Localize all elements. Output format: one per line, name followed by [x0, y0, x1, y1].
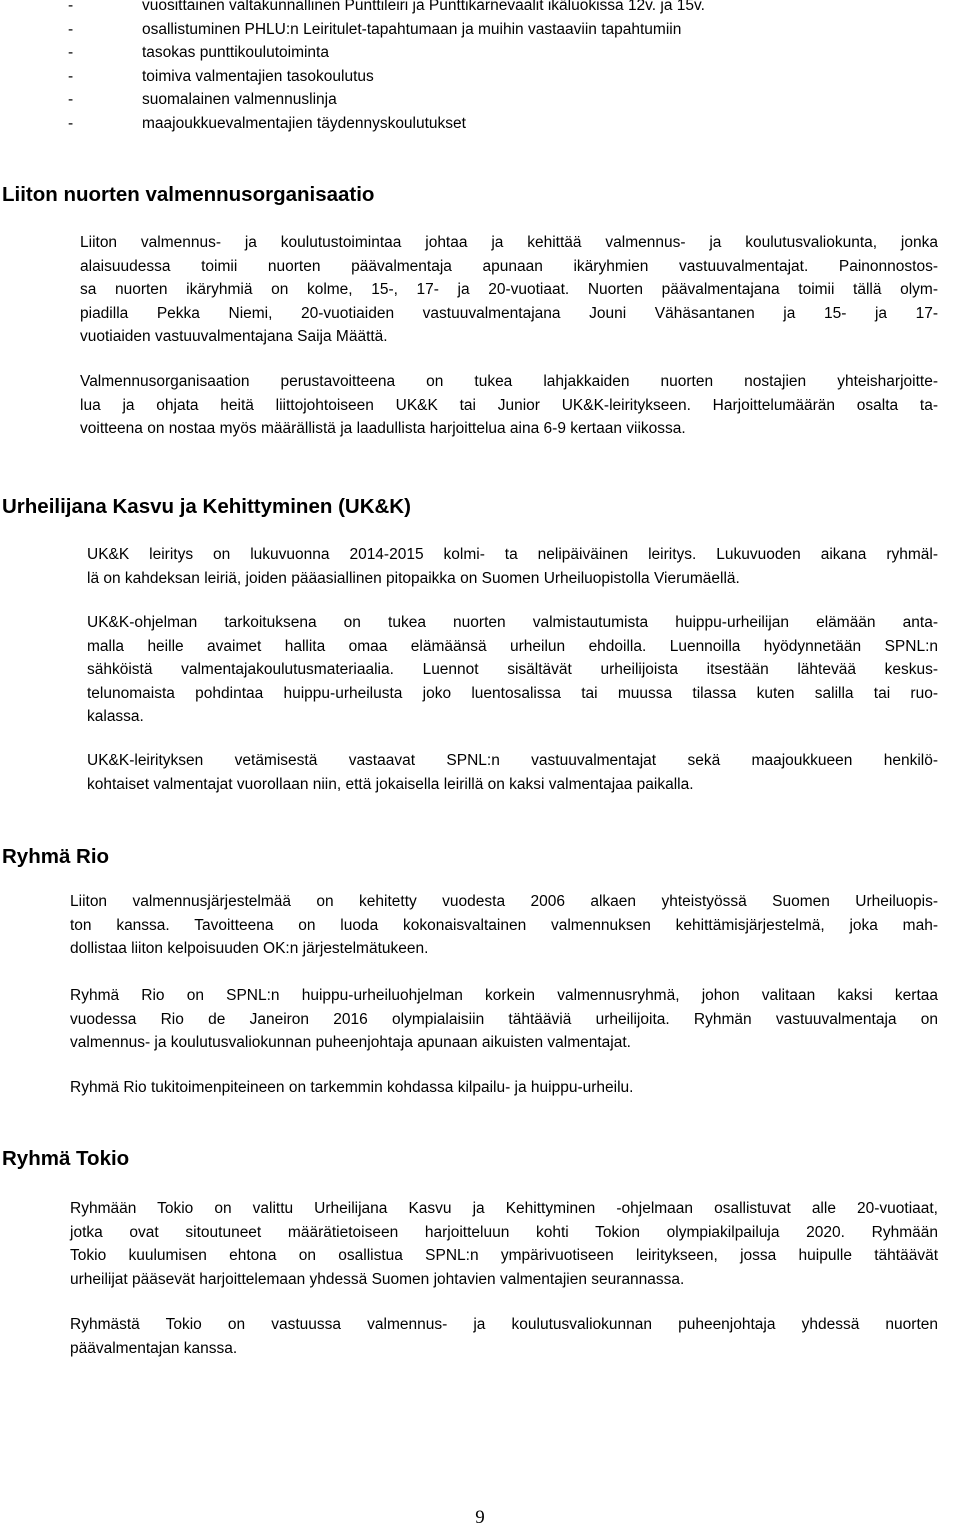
list-item: - tasokas punttikoulutoiminta — [68, 44, 329, 62]
list-item-text: vuosittainen valtakunnallinen Punttileiri ja Punttikarnevaalit ikäluokissa 12v. ja 15v. — [142, 0, 705, 14]
list-item-text: maajoukkuevalmentajien täydennyskoulutukset — [142, 114, 466, 132]
paragraph-rio-system: Liiton valmennusjärjestelmää on kehitetty vuodesta 2006 alkaen yhteistyössä Suomen Urheiluopis- ton kanssa. Tavoitteena on luoda kokonaisvaltainen valmennuksen kehittämisjärjestelmä, joka mah- dollistaa liiton kelpoisuuden OK:n järjestelmätukeen. — [70, 893, 938, 958]
paragraph-tokio-responsibility: Ryhmästä Tokio on vastuussa valmennus- ja koulutusvaliokunnan puheenjohtaja yhdessä nuorten päävalmentajan kanssa. — [70, 1316, 938, 1357]
list-item: - vuosittainen valtakunnallinen Punttileiri ja Punttikarnevaalit ikäluokissa 12v. ja 15v. — [68, 0, 948, 18]
paragraph-organisation: Liiton valmennus- ja koulutustoimintaa johtaa ja kehittää valmennus- ja koulutusvaliokunta, jonka alaisuudessa toimii nuorten päävalmentaja apunaan ikäryhmien vastuuvalmentajat. Painonnostos- sa nuorten ikäryhmiä on kolme, 15-, 17- ja 20-vuotiaat. Nuorten päävalmentajana toimii tällä olym- piadilla Pekka Niemi, 20-vuotiaiden vastuuvalmentajana Jouni Vähäsantanen ja 15- ja 17- vuotiaiden vastuuvalmentajana Saija Määttä. — [80, 234, 938, 346]
section-heading-rio: Ryhmä Rio — [2, 845, 110, 868]
list-item-text: osallistuminen PHLU:n Leiritulet-tapahtumaan ja muihin vastaaviin tapahtumiin — [142, 20, 682, 38]
paragraph-rio-group: Ryhmä Rio on SPNL:n huippu-urheiluohjelman korkein valmennusryhmä, johon valitaan kaksi kertaa vuodessa Rio de Janeiron 2016 olympialaisiin tähtääviä urheilijoita. Ryhmän vastuuvalmentaja on valmennus- ja koulutusvaliokunnan puheenjohtaja apunaan aikuisten valmentajat. — [70, 987, 938, 1052]
activity-list — [68, 0, 948, 136]
paragraph-ukk-program: UK&K-ohjelman tarkoituksena on tukea nuorten valmistautumista huippu-urheilijan elämään anta- malla heille avaimet hallita omaa elämäänsä urheilun ehdoilla. Luennoilla hyödynnetään SPNL:n sähköistä valmentajakoulutusmateriaalia. Luennot sisältävät urheilijoista itsestään lähtevää keskus- telunomaista pohdintaa huippu-urheilusta joko luentosalissa tai muussa tilassa kuten salilla tai ruo- kalassa. — [87, 614, 938, 726]
page-number: 9 — [475, 1507, 485, 1528]
section-heading-tokio: Ryhmä Tokio — [2, 1147, 130, 1170]
paragraph-tokio-group: Ryhmään Tokio on valittu Urheilijana Kasvu ja Kehittyminen -ohjelmaan osallistuvat alle 20-vuotiaat, jotka ovat sitoutuneet määrätietoiseen harjoitteluun kohti Tokion olympiakilpailuja 2020. Ryhmään Tokio kuulumisen ehtona on osallistua SPNL:n ympärivuotiseen leiritykseen, jossa huipulle tähtäävät urheilijat pääsevät harjoittelemaan yhdessä Suomen johtavien valmentajien seurannassa. — [70, 1200, 938, 1288]
list-item: - suomalainen valmennuslinja — [68, 91, 337, 109]
paragraph-goals: Valmennusorganisaation perustavoitteena on tukea lahjakkaiden nuorten nostajien yhteisharjoitte- lua ja ohjata heitä liittojohtoiseen UK&K tai Junior UK&K-leiritykseen. Harjoittelumäärän osalta ta- voitteena on nostaa myös määrällistä ja laadullista harjoittelua aina 6-9 kertaan viikossa. — [80, 373, 938, 438]
list-item-text: tasokas punttikoulutoiminta — [142, 44, 329, 62]
list-item-text: suomalainen valmennuslinja — [142, 91, 337, 109]
section-heading-valmennusorganisaatio: Liiton nuorten valmennusorganisaatio — [2, 183, 375, 206]
list-item-text: toimiva valmentajien tasokoulutus — [142, 67, 374, 85]
section-heading-ukk: Urheilijana Kasvu ja Kehittyminen (UK&K) — [2, 495, 411, 518]
list-item: - maajoukkuevalmentajien täydennyskoulutukset — [68, 114, 466, 132]
paragraph-rio-support: Ryhmä Rio tukitoimenpiteineen on tarkemmin kohdassa kilpailu- ja huippu-urheilu. — [70, 1079, 634, 1096]
paragraph-ukk-camps: UK&K leiritys on lukuvuonna 2014-2015 kolmi- ta nelipäiväinen leiritys. Lukuvuoden aikana ryhmäl- lä on kahdeksan leiriä, joiden pääasiallinen pitopaikka on Suomen Urheiluopistolla Vierumäellä. — [87, 546, 938, 587]
paragraph-ukk-coaches: UK&K-leirityksen vetämisestä vastaavat SPNL:n vastuuvalmentajat sekä maajoukkueen henkilö- kohtaiset valmentajat vuorollaan niin, että jokaisella leirillä on kaksi valmentajaa paikalla. — [87, 752, 938, 793]
list-item: - osallistuminen PHLU:n Leiritulet-tapahtumaan ja muihin vastaaviin tapahtumiin — [68, 20, 682, 38]
list-item: - toimiva valmentajien tasokoulutus — [68, 67, 374, 85]
